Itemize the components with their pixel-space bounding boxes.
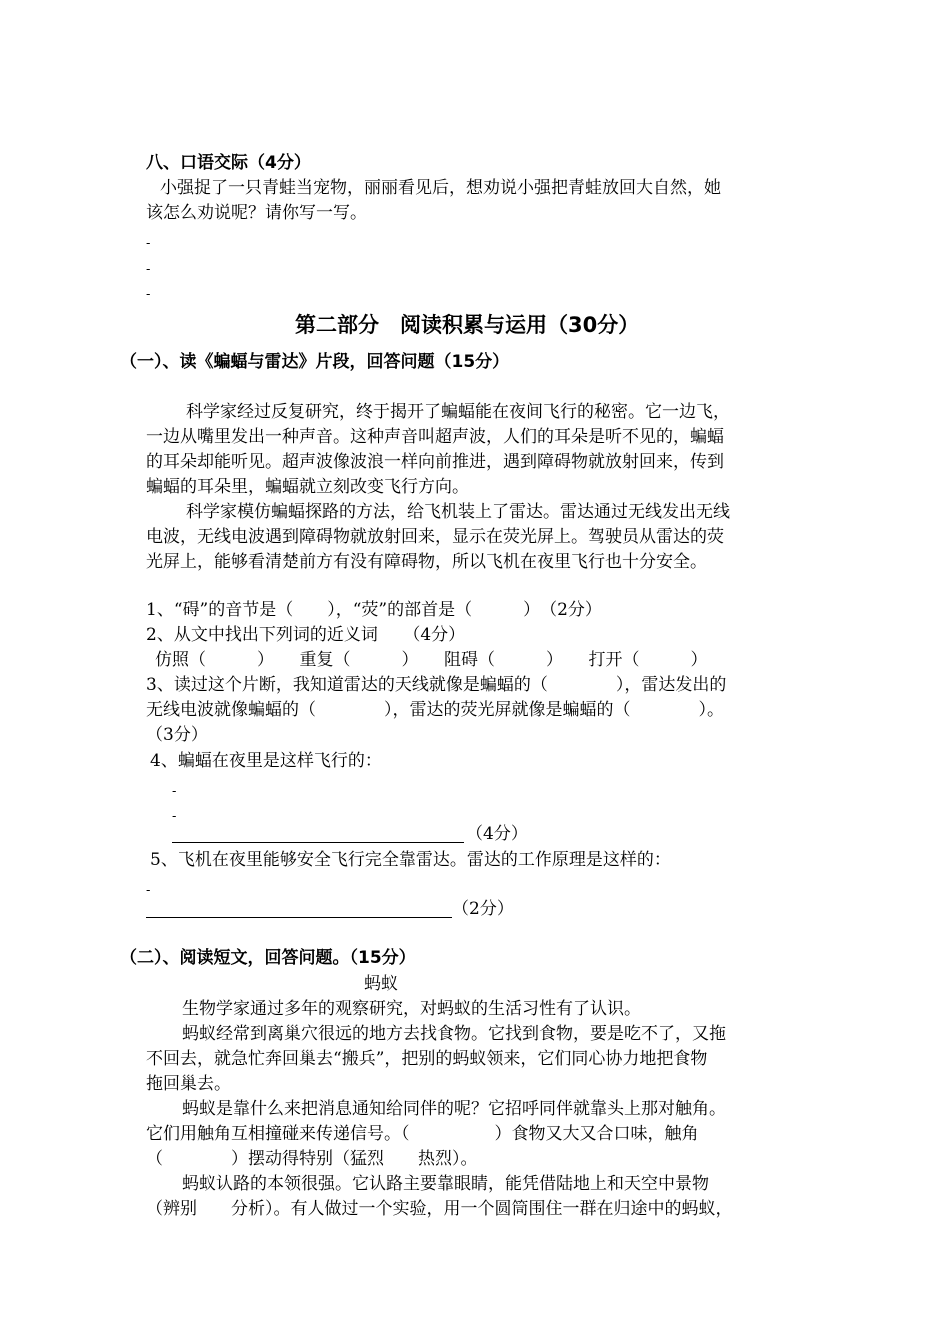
passage-line: 电波，无线电波遇到障碍物就放射回来，显示在荧光屏上。驾驶员从雷达的荧 — [146, 527, 724, 547]
answer-dash: - — [172, 784, 177, 799]
passage-line: 的耳朵却能听见。超声波像波浪一样向前推进，遇到障碍物就放射回来，传到 — [146, 452, 724, 472]
passage-line: 生物学家通过多年的观察研究，对蚂蚁的生活习性有了认识。 — [182, 999, 641, 1019]
answer-dash: - — [146, 287, 151, 302]
passage-line: 蝙蝠的耳朵里，蝙蝠就立刻改变飞行方向。 — [146, 477, 469, 497]
passage-line: 蚂蚁是靠什么来把消息通知给同伴的呢？它招呼同伴就靠头上那对触角。 — [182, 1099, 726, 1119]
reading2-title: 蚂蚁 — [364, 974, 398, 994]
question-5: 5、飞机在夜里能够安全飞行完全靠雷达。雷达的工作原理是这样的： — [150, 850, 671, 870]
passage-line: 拖回巢去。 — [146, 1074, 231, 1094]
answer-line — [146, 917, 452, 918]
answer-dash: - — [172, 809, 177, 824]
reading2-heading: （二）、阅读短文，回答问题。（15分） — [120, 948, 416, 968]
passage-line: （ ）摆动得特别（猛烈 热烈）。 — [146, 1149, 478, 1169]
question-2: 2、从文中找出下列词的近义词 （4分） — [146, 625, 466, 645]
question-3-line2: 无线电波就像蝙蝠的（ ），雷达的荧光屏就像是蝙蝠的（ ）。 — [146, 700, 724, 720]
passage-line: 一边从嘴里发出一种声音。这种声音叫超声波，人们的耳朵是听不见的，蝙蝠 — [146, 427, 724, 447]
section8-prompt-line2: 该怎么劝说呢？请你写一写。 — [146, 203, 367, 223]
passage-line: 科学家经过反复研究，终于揭开了蝙蝠能在夜间飞行的秘密。它一边飞， — [186, 402, 730, 422]
question-4-score: （4分） — [466, 824, 528, 844]
passage-line: 科学家模仿蝙蝠探路的方法，给飞机装上了雷达。雷达通过无线发出无线 — [186, 502, 730, 522]
question-3-line1: 3、读过这个片断，我知道雷达的天线就像是蝙蝠的（ ），雷达发出的 — [146, 675, 727, 695]
passage-line: 不回去，就急忙奔回巢去“搬兵”，把别的蚂蚁领来，它们同心协力地把食物 — [146, 1049, 708, 1069]
section8-prompt-line1: 小强捉了一只青蛙当宠物，丽丽看见后，想劝说小强把青蛙放回大自然，她 — [160, 178, 721, 198]
passage-line: （辨别 分析）。有人做过一个实验，用一个圆筒围住一群在归途中的蚂蚁， — [146, 1199, 733, 1219]
reading1-heading: （一）、读《蝙蝠与雷达》片段，回答问题（15分） — [120, 352, 510, 372]
section8-heading: 八、口语交际（4分） — [146, 153, 311, 173]
question-4: 4、蝙蝠在夜里是这样飞行的： — [150, 751, 382, 771]
part2-title: 第二部分 阅读积累与运用（30分） — [295, 313, 640, 337]
question-5-score: （2分） — [452, 899, 514, 919]
passage-line: 光屏上，能够看清楚前方有没有障碍物，所以飞机在夜里飞行也十分安全。 — [146, 552, 707, 572]
answer-dash: - — [146, 236, 151, 251]
passage-line: 蚂蚁经常到离巢穴很远的地方去找食物。它找到食物，要是吃不了，又拖 — [182, 1024, 726, 1044]
answer-dash: - — [146, 883, 151, 898]
question-2-words: 仿照（ ） 重复（ ） 阻碍（ ） 打开（ ） — [155, 650, 708, 670]
question-1: 1、“碍”的音节是（ ），“荧”的部首是（ ） （2分） — [146, 600, 602, 620]
answer-line — [172, 842, 464, 843]
passage-line: 蚂蚁认路的本领很强。它认路主要靠眼睛，能凭借陆地上和天空中景物 — [182, 1174, 709, 1194]
question-3-line3: （3分） — [146, 725, 208, 745]
passage-line: 它们用触角互相撞碰来传递信号。（ ）食物又大又合口味，触角 — [146, 1124, 699, 1144]
answer-dash: - — [146, 262, 151, 277]
